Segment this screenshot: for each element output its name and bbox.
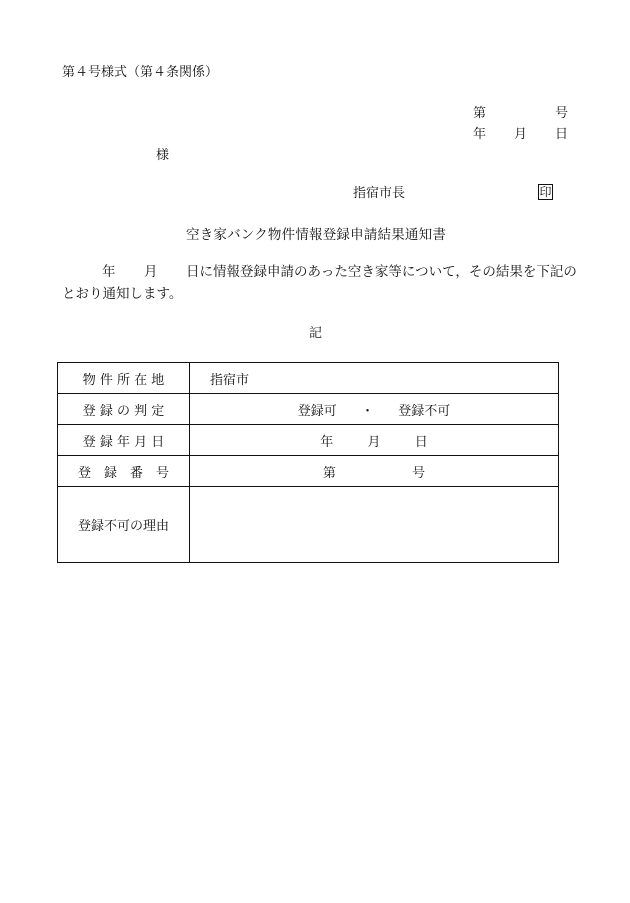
reg-number-suffix: 号	[412, 465, 426, 481]
reg-day-label: 日	[414, 434, 428, 450]
date-day-label: 日	[555, 127, 569, 142]
date-month-label: 月	[514, 127, 528, 142]
value-date	[190, 425, 559, 456]
table-row-reason	[58, 487, 559, 563]
label-number: 登 録 番 号	[58, 456, 190, 487]
value-number	[190, 456, 559, 487]
document-number-label: 第	[473, 106, 487, 121]
addressee-suffix: 様	[156, 148, 170, 163]
ki-heading: 記	[309, 326, 323, 341]
body-line-2: とおり通知します。	[62, 286, 183, 302]
reg-year-label: 年	[320, 434, 334, 450]
value-judgement	[190, 394, 559, 425]
registration-table	[57, 362, 559, 563]
value-location: 指宿市	[190, 363, 559, 394]
date-year-label: 年	[473, 127, 487, 142]
body-text: 日に情報登録申請のあった空き家等について，その結果を下記の	[186, 264, 577, 280]
table-row-number	[58, 456, 559, 487]
form-number: 第４号様式（第４条関係）	[62, 65, 219, 80]
value-reason	[190, 487, 559, 563]
label-date: 登 録 年 月 日	[58, 425, 190, 456]
table-row-location	[58, 363, 559, 394]
reg-month-label: 月	[367, 434, 381, 450]
label-reason: 登録不可の理由	[58, 487, 190, 563]
seal-stamp-box: 印	[539, 185, 552, 199]
issuer-name: 指宿市長	[353, 186, 406, 201]
reg-number-prefix: 第	[322, 465, 336, 481]
document-title: 空き家バンク物件情報登録申請結果通知書	[186, 227, 447, 243]
option-separator: ・	[360, 403, 374, 419]
label-judgement: 登 録 の 判 定	[58, 394, 190, 425]
option-registrable: 登録可	[297, 403, 337, 419]
table-row-date	[58, 425, 559, 456]
option-not-registrable: 登録不可	[398, 403, 451, 419]
body-month-label: 月	[144, 264, 158, 280]
table-row-judgement	[58, 394, 559, 425]
document-number-suffix: 号	[555, 106, 569, 121]
body-year-label: 年	[102, 264, 116, 280]
label-location: 物 件 所 在 地	[58, 363, 190, 394]
